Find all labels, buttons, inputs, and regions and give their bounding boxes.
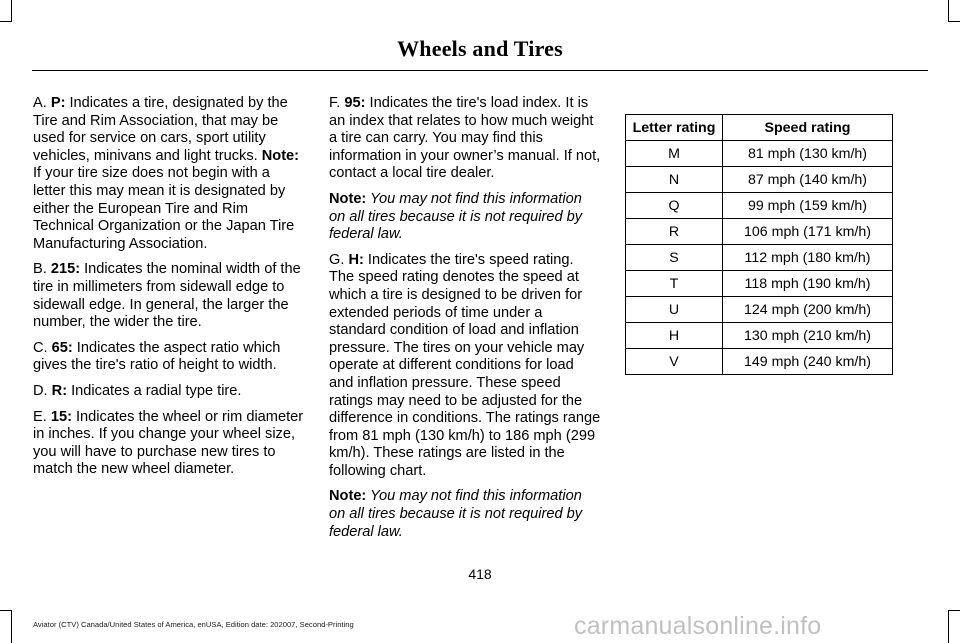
- page-title: Wheels and Tires: [397, 36, 563, 61]
- item-code: 95:: [344, 95, 366, 111]
- item-letter: F.: [329, 95, 345, 111]
- item-code: P:: [50, 95, 66, 111]
- speed-rating-table: [625, 114, 893, 375]
- speed-rating-cell: 118 mph (190 km/h): [723, 271, 893, 297]
- table-row: [626, 323, 893, 349]
- item-code: 15:: [50, 408, 72, 425]
- table-row: [626, 167, 893, 193]
- speed-rating-cell: 87 mph (140 km/h): [723, 167, 893, 193]
- speed-rating-cell: 112 mph (180 km/h): [723, 245, 893, 271]
- item-b: [33, 261, 305, 331]
- note-text: You may not find this information on all tires because it is not required by federal law.: [329, 190, 583, 243]
- letter-rating-cell: U: [626, 297, 723, 323]
- letter-rating-cell: H: [626, 323, 723, 349]
- speed-rating-cell: 149 mph (240 km/h): [723, 349, 893, 375]
- item-c: [33, 340, 305, 375]
- crop-mark: [0, 21, 12, 22]
- crop-mark: [948, 610, 960, 611]
- item-text: Indicates a radial type tire.: [67, 382, 242, 399]
- middle-column: [329, 95, 601, 549]
- speed-rating-cell: 99 mph (159 km/h): [723, 193, 893, 219]
- header-speed-rating: Speed rating: [723, 115, 893, 141]
- table-row: [626, 271, 893, 297]
- item-text: Indicates a tire, designated by the Tire and Rim Association, that may be used for service on cars, sport utility vehicles, minivans and light trucks.: [33, 95, 288, 164]
- letter-rating-cell: S: [626, 245, 723, 271]
- item-d: [33, 383, 305, 401]
- item-g: [329, 252, 601, 481]
- speed-rating-cell: 106 mph (171 km/h): [723, 219, 893, 245]
- header-letter-rating: Letter rating: [626, 115, 723, 141]
- letter-rating-cell: V: [626, 349, 723, 375]
- crop-mark: [948, 610, 949, 643]
- item-letter: G.: [329, 251, 349, 268]
- item-text: Indicates the wheel or rim diameter in inches. If you change your wheel size, you will have to purchase new tires to match the new wheel diameter.: [33, 408, 304, 478]
- item-code: H:: [348, 251, 364, 268]
- table-row: [626, 245, 893, 271]
- left-column: [33, 95, 305, 487]
- watermark: carmanualsonline.info: [574, 612, 822, 640]
- note-text: You may not find this information on all tires because it is not required by federal law.: [329, 488, 583, 540]
- note-text: If your tire size does not begin with a letter this may mean it is designated by either the European Tire and Rim Technical Organization or the Japan Tire Manufacturing Association.: [33, 165, 295, 252]
- item-letter: E.: [33, 408, 51, 425]
- table-row: [626, 219, 893, 245]
- note-1: [329, 191, 601, 244]
- speed-rating-cell: 130 mph (210 km/h): [723, 323, 893, 349]
- item-a: [33, 95, 305, 253]
- table-row: [626, 141, 893, 167]
- item-letter: A.: [33, 95, 51, 111]
- table-row: [626, 193, 893, 219]
- speed-rating-cell: 124 mph (200 km/h): [723, 297, 893, 323]
- crop-mark: [0, 610, 12, 611]
- letter-rating-cell: R: [626, 219, 723, 245]
- crop-mark: [11, 0, 12, 22]
- crop-mark: [948, 0, 949, 22]
- letter-rating-cell: M: [626, 141, 723, 167]
- table-row: [626, 349, 893, 375]
- footer-edition-text: Aviator (CTV) Canada/United States of America, enUSA, Edition date: 202007, Second-Printing: [33, 620, 354, 629]
- note-label: Note:: [329, 488, 367, 505]
- crop-mark: [11, 610, 12, 643]
- table-header-row: [626, 115, 893, 141]
- letter-rating-cell: Q: [626, 193, 723, 219]
- item-letter: D.: [33, 382, 52, 399]
- header-rule: [32, 70, 928, 71]
- note-label: Note:: [329, 190, 367, 207]
- item-e: [33, 409, 305, 479]
- note-2: [329, 488, 601, 541]
- item-letter: C.: [33, 339, 52, 356]
- item-code: R:: [51, 382, 68, 399]
- item-text: Indicates the tire's load index. It is an index that relates to how much weight a tire can carry. You may find this information in your owner’s manual. If not, contact a local tire dealer.: [329, 95, 601, 182]
- note-label: Note:: [261, 147, 300, 164]
- item-code: 215:: [50, 261, 81, 278]
- item-text: Indicates the tire's speed rating. The speed rating denotes the speed at which a tire is designed to be driven for extended periods of time under a standard condition of load and inflation pressure. The tires on your vehicle may operate at different conditions for load and inflation pressure. These speed ratings may need to be adjusted for the difference in conditions. The ratings range from 81 mph (130 km/h) to 186 mph (299 km/h). These ratings are listed in the following chart.: [329, 251, 601, 479]
- item-letter: B.: [33, 261, 51, 278]
- item-text: Indicates the aspect ratio which gives the tire's ratio of height to width.: [33, 339, 281, 374]
- item-code: 65:: [51, 339, 73, 356]
- page-number: 418: [468, 566, 492, 582]
- item-text: Indicates the nominal width of the tire in millimeters from sidewall edge to sidewall edge. In general, the larger the number, the wider the tire.: [33, 261, 301, 331]
- speed-rating-cell: 81 mph (130 km/h): [723, 141, 893, 167]
- table-row: [626, 297, 893, 323]
- letter-rating-cell: N: [626, 167, 723, 193]
- letter-rating-cell: T: [626, 271, 723, 297]
- item-f: [329, 95, 601, 183]
- crop-mark: [948, 21, 960, 22]
